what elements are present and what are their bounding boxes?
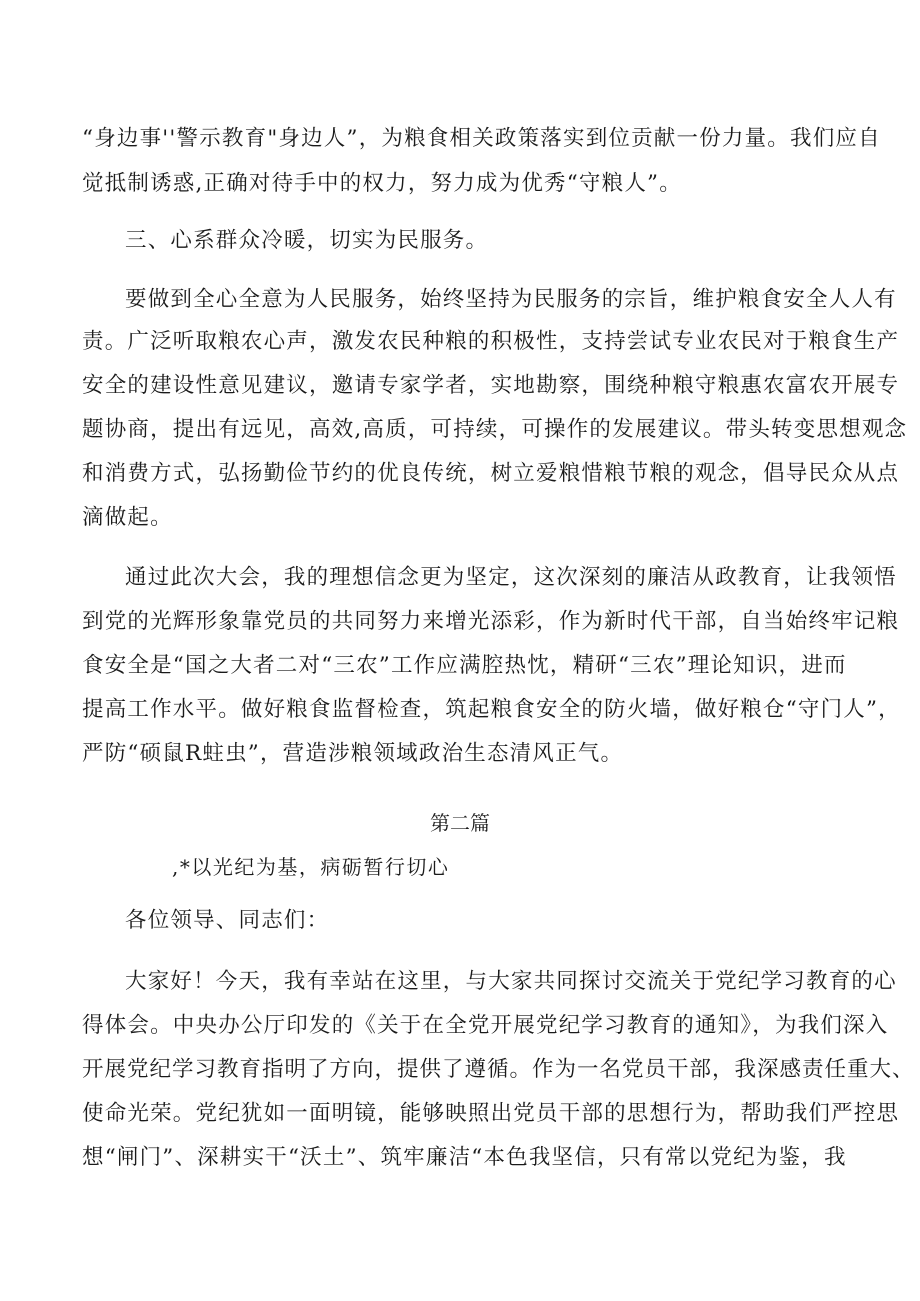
paragraph-line: 大家好！今天，我有幸站在这里，与大家共同探讨交流关于党纪学习教育的心 xyxy=(125,969,897,994)
paragraph-line: 觉抵制诱惑,正确对待手中的权力，努力成为优秀“守粮人”。 xyxy=(82,171,682,196)
paragraph-line: 开展党纪学习教育指明了方向，提供了遵循。作为一名党员干部，我深感责任重大、 xyxy=(82,1057,915,1082)
paragraph-line: 通过此次大会，我的理想信念更为坚定，这次深刻的廉洁从政教育，让我领悟 xyxy=(125,565,897,590)
section-heading: 三、心系群众冷暖，切实为民服务。 xyxy=(125,228,489,253)
salutation: 各位领导、同志们： xyxy=(125,908,330,933)
speech-title: ,*以光纪为基，病砺暂行切心 xyxy=(172,855,450,879)
paragraph-line: 和消费方式，弘扬勤俭节约的优良传统，树立爱粮惜粮节粮的观念，倡导民众从点 xyxy=(82,461,900,486)
chapter-title: 第二篇 xyxy=(430,811,490,835)
paragraph-line: 责。广泛听取粮农心声，激发农民种粮的积极性，支持尝试专业农民对于粮食生产 xyxy=(82,329,900,354)
paragraph-line: 得体会。中央办公厅印发的《关于在全党开展党纪学习教育的通知》，为我们深入 xyxy=(82,1013,889,1038)
paragraph-line: 提高工作水平。做好粮食监督检查，筑起粮食安全的防火墙，做好粮仓“守门人”， xyxy=(82,697,901,722)
paragraph-line: 安全的建设性意见建议，邀请专家学者，实地勘察，围绕种粮守粮惠农富农开展专 xyxy=(82,373,900,398)
paragraph-line: 食安全是“国之大者二对“三农”工作应满腔热忱，精研“三农”理论知识，进而 xyxy=(82,653,847,678)
paragraph-line: 题协商，提出有远见，高效,高质，可持续，可操作的发展建议。带头转变思想观念 xyxy=(82,417,908,442)
paragraph-line: 要做到全心全意为人民服务，始终坚持为民服务的宗旨，维护粮食安全人人有 xyxy=(125,287,897,312)
paragraph-line: 严防“硕鼠R蛀虫”，营造涉粮领域政治生态清风正气。 xyxy=(82,741,624,766)
paragraph-line: “身边事''警示教育"身边人”，为粮食相关政策落实到位贡献一份力量。我们应自 xyxy=(82,126,881,151)
paragraph-line: 使命光荣。党纪犹如一面明镜，能够映照出党员干部的思想行为，帮助我们严控思 xyxy=(82,1101,900,1126)
paragraph-line: 滴做起。 xyxy=(82,505,173,530)
paragraph-line: 到党的光辉形象靠党员的共同努力来增光添彩，作为新时代干部，自当始终牢记粮 xyxy=(82,609,900,634)
paragraph-line: 想“闸门”、深耕实干“沃土”、筑牢廉洁“本色我坚信，只有常以党纪为鉴，我 xyxy=(82,1145,847,1170)
